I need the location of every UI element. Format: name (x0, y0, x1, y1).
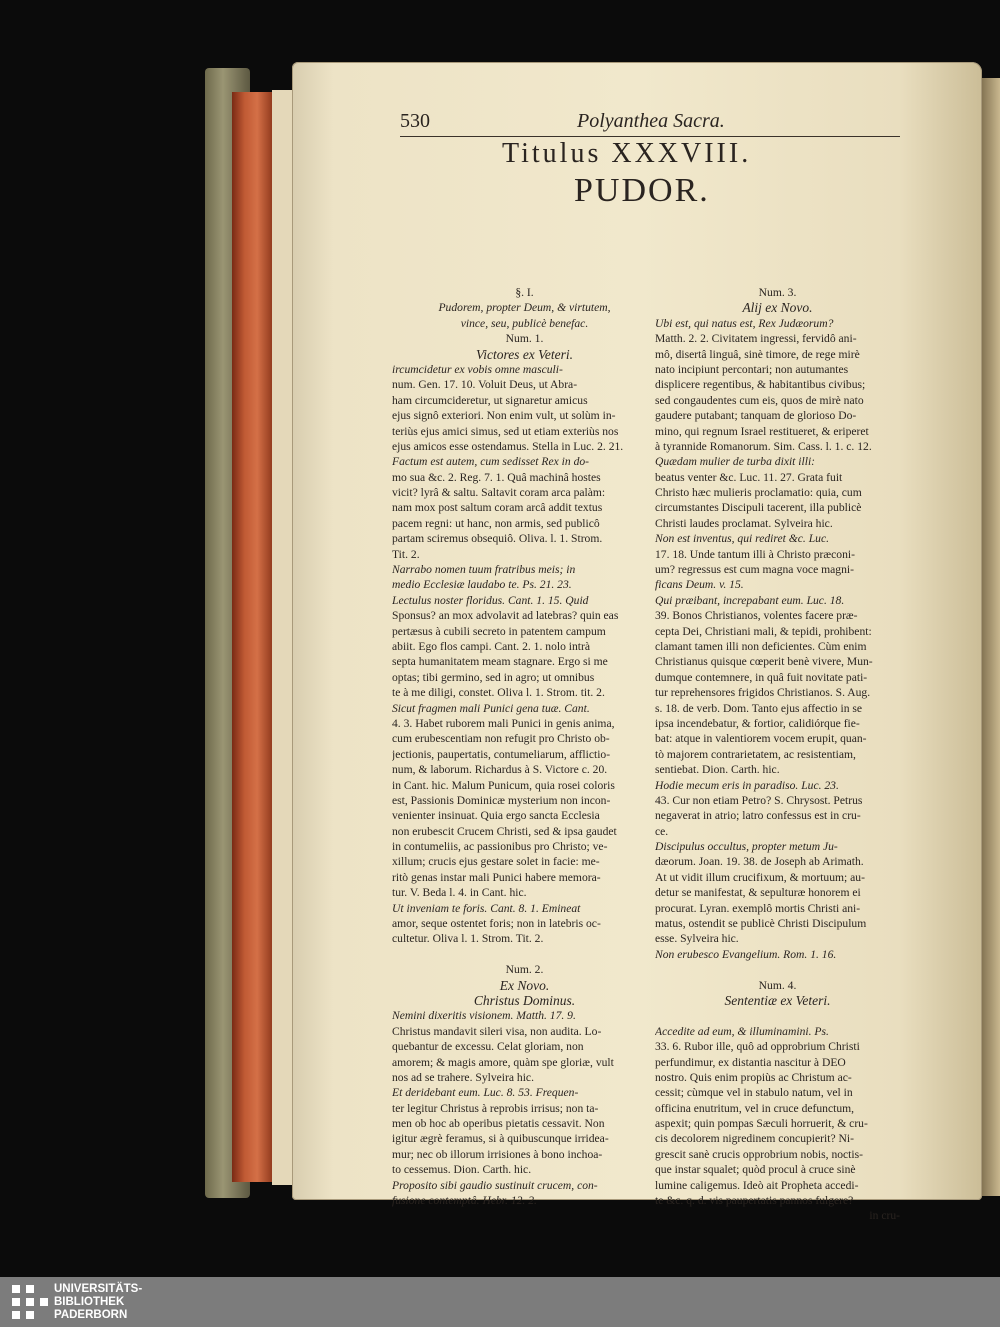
text-line: clamant tamen illi non deficientes. Cùm enim (655, 639, 867, 653)
text-line: nam mox post saltum coram arcâ addit textus (392, 501, 603, 515)
head-rule (400, 136, 900, 137)
red-page-edges (232, 92, 274, 1182)
library-name-line2: BIBLIOTHEK (54, 1296, 125, 1308)
text-line: to cessemus. Dion. Carth. hic. (392, 1163, 532, 1177)
text-line: Lectulus noster floridus. Cant. 1. 15. Quid (392, 593, 589, 607)
text-line: cessit; cùmque vel in stabulo natum, vel in (655, 1086, 853, 1100)
text-line: ritò genas instar mali Punici habere memora- (392, 870, 601, 884)
text-line: Victores ex Veteri. (475, 346, 574, 362)
running-title: Polyanthea Sacra. (577, 110, 725, 132)
text-line: partam sciremus obsequiô. Oliva. l. 1. Strom. (392, 532, 603, 546)
text-line: est, Passionis Dominicæ mysterium non incon- (392, 793, 611, 807)
text-line: à tyrannide Romanorum. Sim. Cass. l. 1. c. 12. (655, 439, 872, 453)
text-line: ircumcidetur ex vobis omne masculi- (392, 362, 563, 376)
text-line: abiit. Ego flos campi. Cant. 2. 1. nolo intrà (392, 639, 591, 653)
text-line: tur. V. Beda l. 4. in Cant. hic. (392, 886, 527, 900)
text-line: Non erubesco Evangelium. Rom. 1. 16. (655, 947, 837, 961)
text-line: igitur ægrè feramus, si à quibuscunque irridea- (392, 1132, 609, 1146)
text-line: s. 18. de verb. Dom. Tanto ejus affectio in se (655, 701, 863, 715)
text-line: Num. 1. (505, 332, 544, 346)
page-number: 530 (400, 110, 430, 132)
text-line: Christus mandavit sileri visa, non audita. Lo- (392, 1024, 602, 1038)
text-line: Sententiæ ex Veteri. (724, 992, 831, 1008)
text-line: fusione contemptâ. Hebr. 12. 2. (392, 1194, 537, 1208)
text-line: Discipulus occultus, propter metum Ju- (655, 840, 838, 854)
text-line: cis decolorem nigredinem concupierit? Ni- (655, 1132, 854, 1146)
text-line: Ex Novo. (499, 977, 550, 993)
text-line: men ob hoc ab operibus pietatis cessavit. Non (392, 1117, 605, 1131)
text-line: grescit sanè crucis opprobrium nobis, noctis- (655, 1147, 863, 1161)
text-line: 4. 3. Habet ruborem mali Punici in genis anima, (392, 716, 615, 730)
text-line: amor, seque ostentet foris; non in latebris oc- (392, 917, 601, 931)
library-footer (0, 1277, 1000, 1327)
text-line: §. I. (515, 286, 534, 299)
library-name-line3: PADERBORN (54, 1309, 128, 1321)
text-line: Et deridebant eum. Luc. 8. 53. Frequen- (392, 1086, 579, 1100)
text-line: Ut inveniam te foris. Cant. 8. 1. Emineat (392, 901, 581, 915)
text-line: num, & laborum. Richardus à S. Victore c. 20. (392, 763, 608, 777)
text-line: Factum est autem, cum sedisset Rex in do- (392, 455, 590, 469)
text-line: gaudere putabant; tanquam de glorioso Do- (655, 409, 857, 423)
text-line: Alij ex Novo. (742, 300, 813, 316)
text-line: dæorum. Joan. 19. 38. de Joseph ab Arimath. (655, 855, 864, 869)
text-line: Num. 3. (758, 286, 797, 299)
text-line: 17. 18. Unde tantum illi à Christo præconi- (655, 547, 855, 561)
text-line: ejus signô exteriori. Non enim vult, ut solùm in- (392, 409, 616, 423)
text-line: ficans Deum. v. 15. (655, 578, 744, 592)
text-line: officina enutritum, vel in cruce defunctum, (655, 1101, 855, 1115)
text-line: At ut vidit illum crucifixum, & mortuum; au- (655, 870, 865, 884)
text-line: matus, ostendit se publicè Christi Discipulum (655, 917, 867, 931)
text-line: vince, seu, publicè benefac. (460, 316, 589, 330)
text-line: Sponsus? an mox advolavit ad latebras? quin eas (392, 609, 619, 623)
text-line: Christo hæc mulieris proclamatio: quia, cum (655, 486, 862, 500)
text-line: 39. Bonos Christianos, volentes facere præ- (655, 609, 858, 623)
text-line: detur se manifestat, & sepulturæ honorem ei (655, 886, 861, 900)
text-line: sed congaudentes cum eis, quos de mirè nato (655, 393, 864, 407)
text-line: tò majorem contrarietatem, ac resistentiam, (655, 747, 856, 761)
text-line: beatus venter &c. Luc. 11. 27. Grata fuit (655, 470, 843, 484)
text-line: Christi laudes proclamat. Sylveira hic. (655, 516, 833, 530)
text-line: um? regressus est cum magna voce magni- (655, 563, 854, 577)
text-line: Christus Dominus. (473, 992, 576, 1008)
text-line: ham circumcideretur, ut signaretur amicus (392, 393, 588, 407)
text-line: jectionis, paupertatis, contumeliarum, afflictio- (392, 747, 611, 761)
text-line: Narrabo nomen tuum fratribus meis; in (392, 563, 576, 577)
text-line: esse. Sylveira hic. (655, 932, 739, 946)
text-line: mino, qui regnum Israel restitueret, & eriperet (655, 424, 869, 438)
text-line: amorem; & magis amore, quàm spe gloriæ, vult (392, 1055, 614, 1069)
text-line: Sicut fragmen mali Punici gena tuæ. Cant. (392, 701, 590, 715)
text-line: bat: atque in valentiorem vocem erupit, quan- (655, 732, 867, 746)
text-line: in Cant. hic. Malum Punicum, quia rosei coloris (392, 778, 615, 792)
text-line: Quædam mulier de turba dixit illi: (655, 455, 816, 469)
text-line: Accedite ad eum, & illuminamini. Ps. (655, 1024, 829, 1038)
text-line: sentiebat. Dion. Carth. hic. (655, 763, 780, 777)
text-line: optas; tibi germino, sed in agro; ut omnibus (392, 670, 595, 684)
text-line: Num. 2. (505, 963, 544, 977)
text-line: Matth. 2. 2. Civitatem ingressi, fervidô ani- (655, 332, 857, 346)
text-line: Num. 4. (758, 978, 797, 992)
text-line (655, 1008, 900, 1023)
text-line: ejus amicos esse ostendamus. Stella in Luc. 2. 21. (392, 439, 624, 453)
text-line: cum erubescentiam non refugit pro Christo ob- (392, 732, 610, 746)
text-line: teriùs ejus amici simus, sed ut etiam exteriùs nos (392, 424, 619, 438)
text-line: lumine caligemus. Ideò ait Propheta accedi- (655, 1178, 859, 1192)
text-line: medio Ecclesiæ laudabo te. Ps. 21. 23. (392, 578, 572, 592)
text-line: displicere regentibus, & habitantibus civibus; (655, 378, 866, 392)
text-line: nato incipiunt percontari; non autumantes (655, 362, 849, 376)
text-line: Nemini dixeritis visionem. Matth. 17. 9. (392, 1009, 576, 1023)
text-line: Christianus quisque cœperit benè vivere, Mun- (655, 655, 873, 669)
text-line: Tit. 2. (392, 547, 420, 561)
text-line: dumque contemnere, in quâ fuit novitate pati- (655, 670, 868, 684)
library-logo-icon (12, 1285, 48, 1319)
text-line: 43. Cur non etiam Petro? S. Chrysost. Petrus (655, 793, 863, 807)
text-line: in cru- (869, 1209, 900, 1223)
text-line: tur reprehensores frigidos Christianos. S. Aug. (655, 686, 871, 700)
text-line: te à me diligi, constet. Oliva l. 1. Strom. tit. 2. (392, 686, 605, 700)
text-line (655, 962, 900, 977)
text-line: procurat. Lyran. exemplô mortis Christi ani- (655, 901, 861, 915)
text-line (392, 947, 657, 962)
text-line: aspexit; quin pompas Sæculi horruerit, & cru- (655, 1117, 868, 1131)
text-line: nos ad se trahere. Sylveira hic. (392, 1070, 534, 1084)
text-line: xillum; crucis ejus gestare solet in facie: me- (392, 855, 600, 869)
text-line: pertæsus à cubili secreto in patentem campum (392, 624, 606, 638)
titulus-heading: Titulus XXXVIII. (502, 138, 752, 169)
text-line: circumstantes Discipuli tacerent, illa publicè (655, 501, 862, 515)
text-line: que instar squalet; quòd procul à cruce sinè (655, 1163, 856, 1177)
text-line: septa humanitatem meam stagnare. Ergo si me (392, 655, 608, 669)
text-line: Pudorem, propter Deum, & virtutem, (438, 301, 611, 315)
text-line: venienter insinuat. Quia ergo sancta Ecclesia (392, 809, 600, 823)
text-line: Non est inventus, qui rediret &c. Luc. (655, 532, 829, 546)
printed-page (292, 62, 982, 1223)
left-text-column (392, 285, 657, 1208)
text-line: num. Gen. 17. 10. Voluit Deus, ut Abra- (392, 378, 578, 392)
section-title: PUDOR. (574, 172, 710, 209)
text-line: cultetur. Oliva l. 1. Strom. Tit. 2. (392, 932, 544, 946)
text-line: Hodie mecum eris in paradiso. Luc. 23. (655, 778, 839, 792)
text-line: pacem regni: ut hanc, non armis, sed publicô (392, 516, 600, 530)
text-line: non erubescit Crucem Christi, sed & ipsa gaudet (392, 824, 617, 838)
text-line: mur; nec ob illorum irrisiones à bono inchoa- (392, 1147, 603, 1161)
text-line: 33. 6. Rubor ille, quô ad opprobrium Christi (655, 1040, 860, 1054)
text-line: nostro. Quis enim propiùs ac Christum ac- (655, 1070, 852, 1084)
text-line: Ubi est, qui natus est, Rex Judæorum? (655, 316, 834, 330)
text-line: quebantur de excessu. Celat gloriam, non (392, 1040, 584, 1054)
text-line: Proposito sibi gaudio sustinuit crucem, con- (392, 1178, 598, 1192)
text-line: te &c. q. d. vis paupertatis pannos fulgere? (655, 1194, 854, 1208)
text-line: Qui præibant, increpabant eum. Luc. 18. (655, 593, 845, 607)
text-line: mô, disertâ linguâ, sinè timore, de rege mirè (655, 347, 860, 361)
text-line: perfundimur, ex distantia nascitur à DEO (655, 1055, 846, 1069)
text-line: cepta Dei, Christiani mali, & tepidi, prohibent: (655, 624, 872, 638)
text-line: ce. (655, 824, 669, 838)
text-line: in contumeliis, ac passionibus pro Christo; ve- (392, 840, 608, 854)
library-name-line1: UNIVERSITÄTS- (54, 1283, 143, 1295)
text-line: ter legitur Christus à reprobis irrisus; non ta- (392, 1101, 599, 1115)
text-line: vicit? lyrâ & saltu. Saltavit coram arca palàm: (392, 486, 606, 500)
text-line: negaverat in atrio; latro confessus est in cru- (655, 809, 861, 823)
right-text-column (655, 285, 900, 1224)
text-line: mo sua &c. 2. Reg. 7. 1. Quâ machinâ hostes (392, 470, 601, 484)
text-line: ipsa incendebatur, & fortior, calidiórque fie- (655, 716, 860, 730)
